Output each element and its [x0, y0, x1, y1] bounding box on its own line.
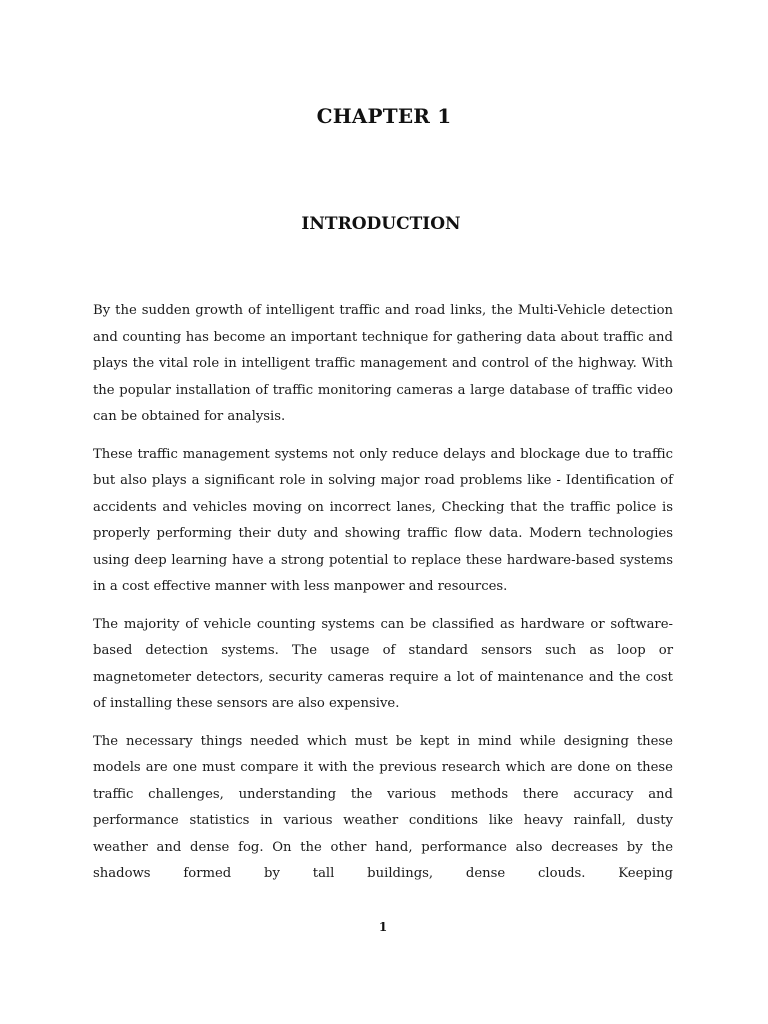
paragraph: The necessary things needed which must be kept in mind while designing these models are one must compare it with the previous research which are done on these traffic challenges, understanding the various methods there accuracy and performance statistics in various weather conditions like heavy rainfall, dusty weather and dense fog. On the other hand, performance also decreases by the shadows formed by tall buildings, dense clouds. Keeping [93, 733, 673, 881]
body-text [93, 298, 673, 899]
paragraph: The majority of vehicle counting systems can be classified as hardware or software-based detection systems. The usage of standard sensors such as loop or magnetometer detectors, security cameras require a lot of maintenance and the cost of installing these sensors are also expensive. [93, 616, 673, 711]
paragraph: These traffic management systems not only reduce delays and blockage due to traffic but also plays a significant role in solving major road problems like - Identification of accidents and vehicles moving on incorrect lanes, Checking that the traffic police is properly performing their duty and showing traffic flow data. Modern technologies using deep learning have a strong potential to replace these hardware-based systems in a cost effective manner with less manpower and resources. [93, 446, 673, 594]
chapter-title: CHAPTER 1 [316, 104, 452, 128]
paragraph: By the sudden growth of intelligent traffic and road links, the Multi-Vehicle detection and counting has become an important technique for gathering data about traffic and plays the vital role in intelligent traffic management and control of the highway. With the popular installation of traffic monitoring cameras a large database of traffic video can be obtained for analysis. [93, 303, 673, 424]
section-title: INTRODUCTION [301, 214, 461, 234]
page-number: 1 [378, 920, 388, 934]
